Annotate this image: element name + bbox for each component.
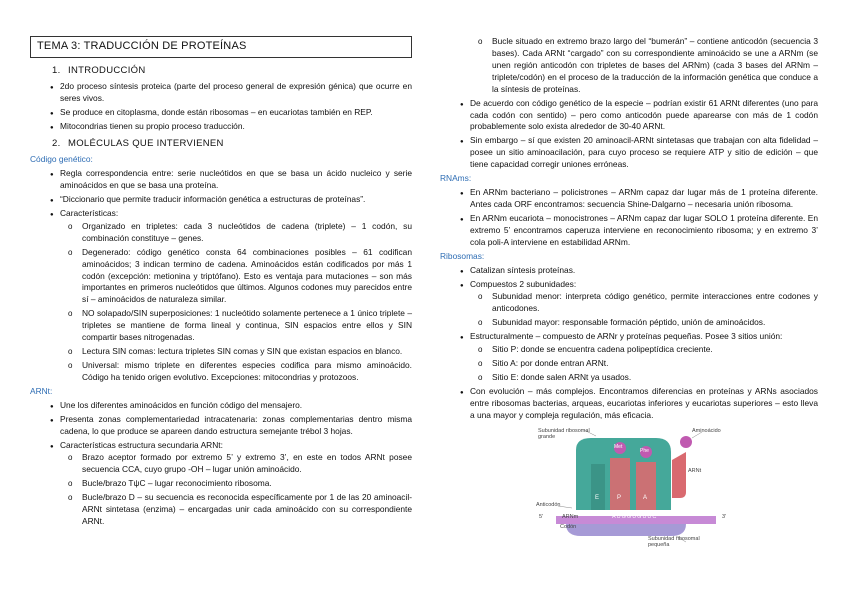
list-item: ● En ARNm bacteriano – policistrones – ARNm capaz dar lugar más de 1 proteína diferente. Antes cada ORF encontramos: secuencia Shine-Dalgarno – necesaria unión ribosoma. bbox=[440, 187, 818, 211]
intro-list bbox=[30, 81, 412, 133]
list-item: ● Une los diferentes aminoácidos en función código del mensajero. bbox=[30, 400, 412, 412]
codigo-list bbox=[30, 168, 412, 384]
arnt-shape bbox=[672, 452, 686, 498]
list-item: ● Catalizan síntesis proteínas. bbox=[440, 265, 818, 277]
list-item: o Subunidad mayor: responsable formación péptido, unión de aminoácidos. bbox=[470, 317, 818, 329]
list-item: o Sitio A: por donde entran ARNt. bbox=[470, 358, 818, 370]
arnt-cont-list bbox=[440, 98, 818, 172]
section-2-heading: 2. MOLÉCULAS QUE INTERVIENEN bbox=[52, 137, 224, 149]
list-item: o Sitio E: donde salen ARNt ya usados. bbox=[470, 372, 818, 384]
list-item: o Degenerado: código genético consta 64 combinaciones posibles – 61 codifican aminoácidos; 3 indican termino de cadena. Aminoácidos están codificados por más 1 codón (excepción: metionina y triptófano). Esto es ventaja para mutaciones – son más importantes en primeros nucleótidos que últimos. Algunos codones muy parecidos entre sí – aminoácidos de naturaleza similar. bbox=[60, 247, 412, 307]
mrna-sequence: AUGGUGUUC bbox=[612, 513, 658, 520]
arnt-label: ARNt: bbox=[30, 385, 53, 396]
arnt-list bbox=[30, 400, 412, 528]
left-column bbox=[30, 36, 412, 530]
label-met: Met bbox=[614, 443, 623, 450]
rnams-list bbox=[440, 187, 818, 249]
label-aminoacido: Aminoácido bbox=[692, 427, 721, 434]
list-item: ● Se produce en citoplasma, donde están ribosomas – en eucariotas también en REP. bbox=[30, 107, 412, 119]
bucle-item: o Bucle situado en extremo brazo largo del “bumerán” – contiene anticodón (secuencia 3 bases). Cada ARNt “cargado” con su correspondiente aminoácido se une a ARNm (se unen región anticodón con tripletes de bases del ARNm) (cada 3 bases del ARNm – triplete/codón) en el proceso de la traducción de la información genética que conduce a la síntesis de proteínas. bbox=[440, 36, 818, 96]
list-item: o Universal: mismo triplete en diferentes especies codifica para mismo aminoácido. Código ha tenido origen evolutivo. Excepciones: mitocondrias y protozoos. bbox=[60, 360, 412, 384]
list-item: ● Mitocondrias tienen su propio proceso traducción. bbox=[30, 121, 412, 133]
rnams-label: RNAms: bbox=[440, 173, 472, 184]
list-item: o NO solapado/SIN superposiciones: 1 nucleótido solamente pertenece a 1 único triplete – tripletes se mantiene de forma lineal y continua, SIN espacios entre ellos y SIN compartir bases nitrogenadas. bbox=[60, 308, 412, 344]
list-item: ● Con evolución – más complejos. Encontramos diferencias en proteínas y ARNs asociados entre ribosomas bacterias, arqueas, eucariotas inferiores y eucariotas superiores – esto lleva a una mayor y compleja regulación, más eficacia. bbox=[440, 386, 818, 422]
list-item: o Sitio P: donde se encuentra cadena polipeptídica creciente. bbox=[470, 344, 818, 356]
list-item: ● Compuestos 2 subunidades: o Subunidad menor: interpreta código genético, permite interacciones entre codones y anticodones. o Subunidad mayor: responsable formación péptido, unión de aminoácidos. bbox=[440, 279, 818, 330]
small-subunit-shape bbox=[566, 524, 686, 536]
list-item: ● Regla correspondencia entre: serie nucleótidos en que se basa un ácido nucleico y serie aminoácidos en que se basa una proteína. bbox=[30, 168, 412, 192]
sitios-list bbox=[470, 344, 818, 384]
label-site-p: P bbox=[617, 494, 622, 501]
ribosome-figure bbox=[536, 427, 727, 552]
page-title: TEMA 3: TRADUCCIÓN DE PROTEÍNAS bbox=[30, 36, 412, 58]
list-item: o Lectura SIN comas: lectura tripletes SIN comas y SIN que existan espacios en blanco. bbox=[60, 346, 412, 358]
list-item: o Bucle/brazo TψC – lugar reconocimiento ribosoma. bbox=[60, 478, 412, 490]
list-item: ● Estructuralmente – compuesto de ARNr y proteínas pequeñas. Posee 3 sitios unión: o Sitio P: donde se encuentra cadena polipeptídica creciente. o Sitio A: por donde entran ARNt. o Sitio E: donde salen ARNt ya usados. bbox=[440, 331, 818, 384]
caracteristicas-list bbox=[60, 221, 412, 384]
right-column bbox=[440, 36, 818, 552]
subunidades-list bbox=[470, 291, 818, 329]
list-item: ● Características: o Organizado en tripletes: cada 3 nucleótidos de cadena (triplete) – 1 codón, su combinación constituye – genes. o Degenerado: código genético consta 64 combinaciones posibles – 61 codifican aminoácidos; 3 indican termino de cadena. Aminoácidos están codificados por más 1 codón (excepción: metionina y triptófano). Esto es ventaja para mutaciones – son más importantes en primeros nucleótidos que últimos. Algunos codones muy parecidos entre sí – aminoácidos de naturaleza similar. o NO solapado/SIN superposiciones: 1 nucleótido solamente pertenece a 1 único triplete – tripletes se mantiene de forma lineal y continua, SIN espacios entre ellos y SIN compartir bases nitrogenadas. o Lectura SIN comas: lectura tripletes SIN comas y SIN que existan espacios en blanco. o Universal: mismo triplete en diferentes especies codifica para mismo aminoácido. Código ha tenido origen evolutivo. Excepciones: mitocondrias y protozoos. bbox=[30, 208, 412, 384]
label-anticodon: Anticodón bbox=[536, 501, 561, 508]
label-3-prime: 3' bbox=[722, 513, 727, 520]
label-site-a: A bbox=[643, 494, 648, 501]
codigo-genetico-label: Código genético: bbox=[30, 154, 93, 165]
trna-a-shape bbox=[636, 462, 656, 510]
list-item: o Bucle/brazo D – su secuencia es reconocida específicamente por 1 de las 20 aminoacil-ARNt sintetasa (enzima) – encargadas unir cada aminoácido con su correspondiente ARNt. bbox=[60, 492, 412, 528]
list-item: ● En ARNm eucariota – monocistrones – ARNm capaz dar lugar SOLO 1 proteína diferente. En extremo 5’ encontramos caperuza interviene en reconocimiento ribosoma; y en extremo 3’ cola poli-A interviene en estabilidad ARNm. bbox=[440, 213, 818, 249]
label-subunidad-pequena: Subunidad ribosomal pequeña bbox=[648, 535, 700, 549]
list-item: ● Sin embargo – sí que existen 20 aminoacil-ARNt sintetasas que trabajan con alta fidelidad – posee un sitio aminoacilación, para cuyo proceso se requiere ATP y sitio de edición – que tiene capacidad corregir uniones erróneas. bbox=[440, 135, 818, 171]
label-subunidad-grande: Subunidad ribosomal grande bbox=[538, 427, 590, 441]
label-codon: Codón bbox=[560, 523, 577, 530]
aminoacid-circle bbox=[680, 436, 692, 448]
arnt-sub-list bbox=[60, 452, 412, 528]
list-item: ● “Diccionario que permite traducir información genética a estructuras de proteínas”. bbox=[30, 194, 412, 206]
site-e-shape bbox=[591, 464, 605, 510]
ribosomas-list bbox=[440, 265, 818, 422]
list-item: o Brazo aceptor formado por extremo 5’ y extremo 3’, en este en todos ARNt posee secuencia CCA, cuyo grupo -OH – lugar unión aminoácido. bbox=[60, 452, 412, 476]
section-1-heading: 1. INTRODUCCIÓN bbox=[52, 64, 146, 76]
label-arnm: ARNm bbox=[562, 513, 579, 520]
list-item: ● De acuerdo con código genético de la especie – podrían existir 61 ARNt diferentes (uno para cada codón con sentido) – pero como anticodón puede aparearse con más de 1 codón probablemente solo exista alrededor de 30-40 ARNt. bbox=[440, 98, 818, 134]
ribosomas-label: Ribosomas: bbox=[440, 250, 485, 261]
ribosome-diagram bbox=[536, 428, 736, 552]
label-5-prime: 5' bbox=[539, 513, 544, 520]
list-item: ● Presenta zonas complementariedad intracatenaria: zonas complementarias dentro misma cadena, lo que produce se apareen dando estructura semejante trébol 3 hojas. bbox=[30, 414, 412, 438]
list-item: ● Características estructura secundaria ARNt: o Brazo aceptor formado por extremo 5’ y extremo 3’, en este en todos ARNt posee secuencia CCA, cuyo grupo -OH – lugar unión aminoácido. o Bucle/brazo TψC – lugar reconocimiento ribosoma. o Bucle/brazo D – su secuencia es reconocida específicamente por 1 de las 20 aminoacil-ARNt sintetasa (enzima) – encargadas unir cada aminoácido con su correspondiente ARNt. bbox=[30, 440, 412, 528]
label-phe: Phe bbox=[640, 447, 649, 454]
list-item: o Organizado en tripletes: cada 3 nucleótidos de cadena (triplete) – 1 codón, su combinación constituye – genes. bbox=[60, 221, 412, 245]
label-arnt: ARNt bbox=[688, 467, 702, 474]
list-item: ● 2do proceso síntesis proteica (parte del proceso general de expresión génica) que ocurre en seres vivos. bbox=[30, 81, 412, 105]
list-item: o Subunidad menor: interpreta código genético, permite interacciones entre codones y anticodones. bbox=[470, 291, 818, 315]
label-site-e: E bbox=[595, 494, 600, 501]
